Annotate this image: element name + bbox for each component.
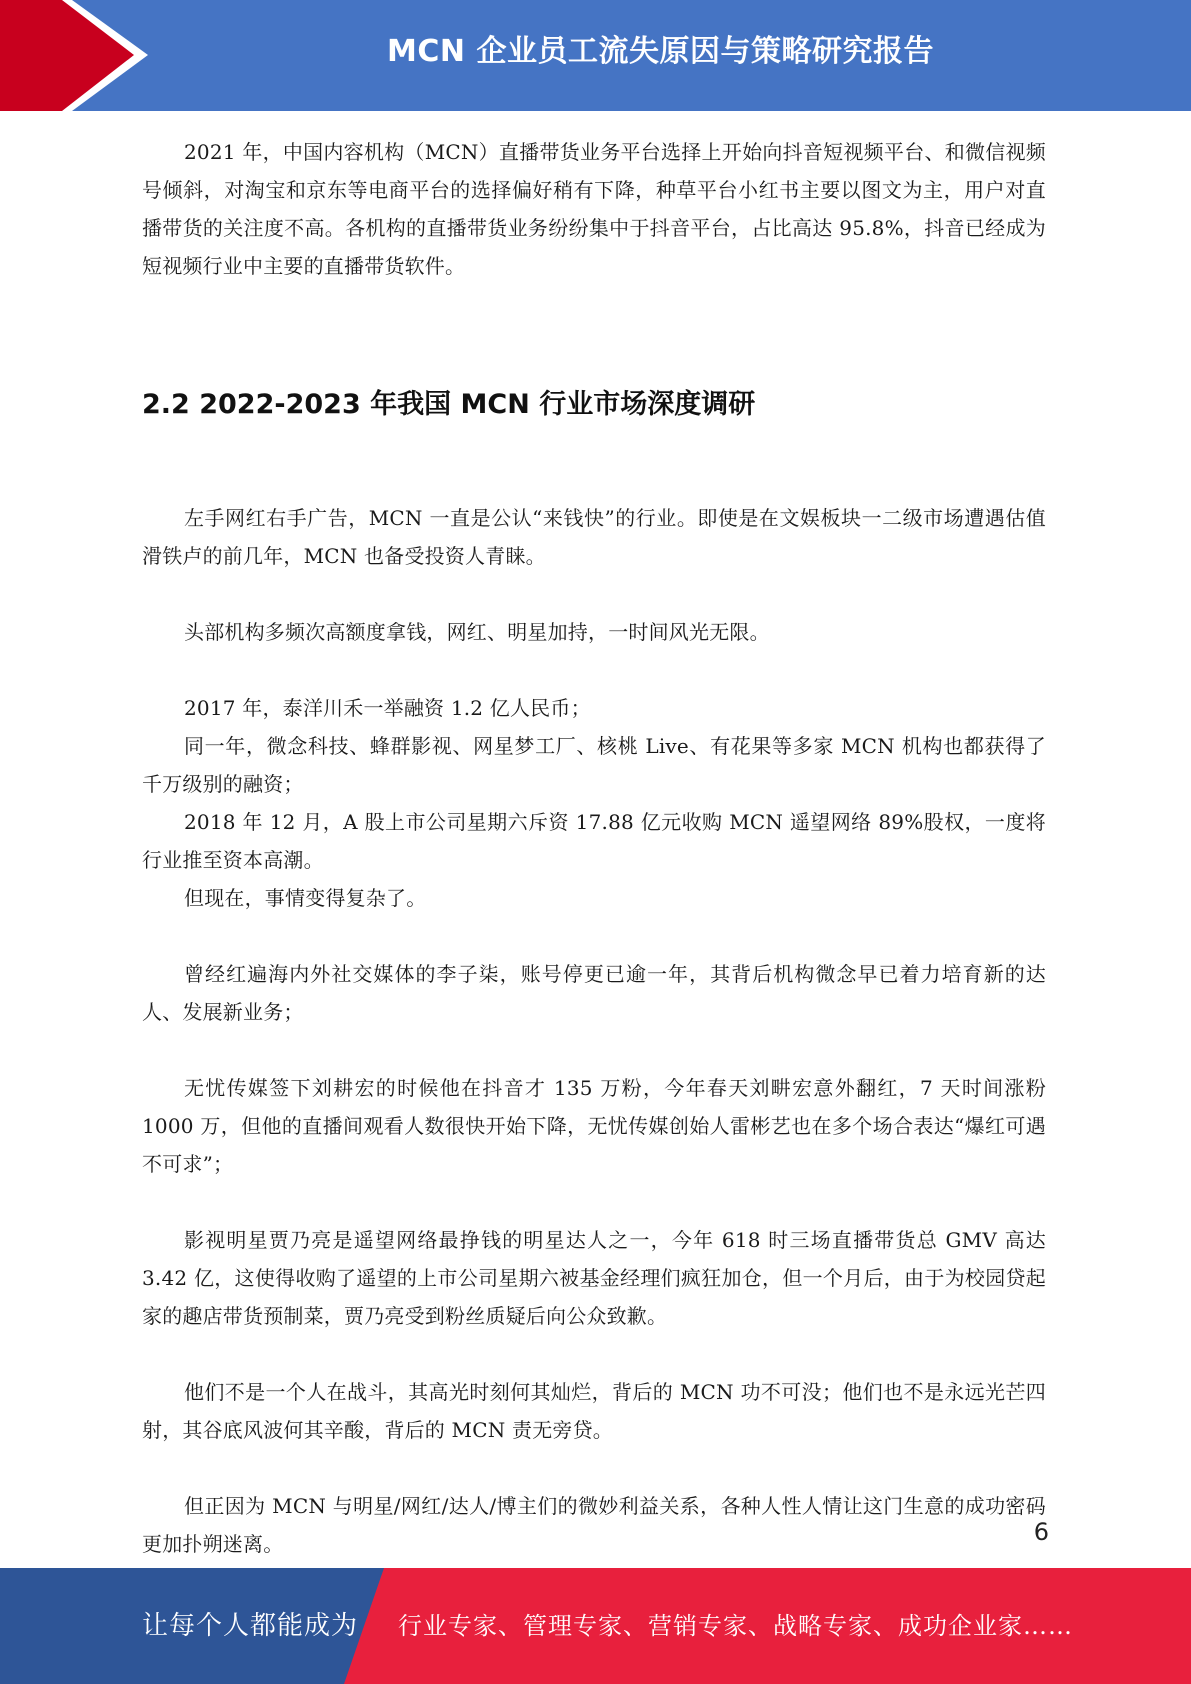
paragraph: 曾经红遍海内外社交媒体的李子柒，账号停更已逾一年，其背后机构微念早已着力培育新的达人、发展新业务； bbox=[142, 962, 1046, 1024]
paragraph: 同一年，微念科技、蜂群影视、网星梦工厂、核桃 Live、有花果等多家 MCN 机构也都获得了千万级别的融资； bbox=[142, 734, 1046, 796]
intro-paragraph: 2021 年，中国内容机构（MCN）直播带货业务平台选择上开始向抖音短视频平台、和微信视频号倾斜，对淘宝和京东等电商平台的选择偏好稍有下降，种草平台小红书主要以图文为主，用户对直播带货的关注度不高。各机构的直播带货业务纷纷集中于抖音平台，占比高达 95.8%，抖音已经成为短视频行业中主要的直播带货软件。 bbox=[142, 140, 1046, 278]
page-footer bbox=[0, 1568, 1191, 1684]
page-content bbox=[142, 133, 1046, 1563]
spacer bbox=[142, 285, 1046, 361]
footer-slogan-right: 行业专家、管理专家、营销专家、战略专家、成功企业家…… bbox=[398, 1612, 1073, 1640]
spacer bbox=[142, 1031, 1046, 1069]
report-title: MCN 企业员工流失原因与策略研究报告 bbox=[387, 34, 934, 69]
paragraph: 2017 年，泰洋川禾一举融资 1.2 亿人民币； bbox=[184, 696, 591, 720]
header-red-chevron bbox=[0, 0, 160, 111]
spacer bbox=[142, 425, 1046, 499]
paragraph: 但正因为 MCN 与明星/网红/达人/博主们的微妙利益关系，各种人性人情让这门生意的成功密码更加扑朔迷离。 bbox=[142, 1494, 1046, 1556]
paragraph: 但现在，事情变得复杂了。 bbox=[184, 886, 427, 910]
page-header bbox=[0, 0, 1191, 111]
paragraph: 他们不是一个人在战斗，其高光时刻何其灿烂，背后的 MCN 功不可没；他们也不是永远光芒四射，其谷底风波何其辛酸，背后的 MCN 责无旁贷。 bbox=[142, 1380, 1046, 1442]
paragraph: 2018 年 12 月，A 股上市公司星期六斥资 17.88 亿元收购 MCN 遥望网络 89%股权，一度将行业推至资本高潮。 bbox=[142, 810, 1046, 872]
footer-slogan-left: 让每个人都能成为 bbox=[142, 1611, 359, 1641]
paragraph: 影视明星贾乃亮是遥望网络最挣钱的明星达人之一，今年 618 时三场直播带货总 GMV 高达 3.42 亿，这使得收购了遥望的上市公司星期六被基金经理们疯狂加仓，但一个月后，由于为校园贷起家的趣店带货预制菜，贾乃亮受到粉丝质疑后向公众致歉。 bbox=[142, 1228, 1046, 1328]
spacer bbox=[142, 917, 1046, 955]
spacer bbox=[142, 651, 1046, 689]
spacer bbox=[142, 1183, 1046, 1221]
page-number: 6 bbox=[1033, 1518, 1049, 1546]
spacer bbox=[142, 575, 1046, 613]
spacer bbox=[142, 1335, 1046, 1373]
paragraph: 左手网红右手广告，MCN 一直是公认“来钱快”的行业。即使是在文娱板块一二级市场遭遇估值滑铁卢的前几年，MCN 也备受投资人青睐。 bbox=[142, 506, 1046, 568]
spacer bbox=[142, 1449, 1046, 1487]
paragraph: 头部机构多频次高额度拿钱，网红、明星加持，一时间风光无限。 bbox=[184, 620, 770, 644]
paragraph: 无忧传媒签下刘耕宏的时候他在抖音才 135 万粉，今年春天刘畊宏意外翻红，7 天时间涨粉 1000 万，但他的直播间观看人数很快开始下降，无忧传媒创始人雷彬艺也在多个场合表达“爆红可遇不可求”； bbox=[142, 1076, 1046, 1176]
spacer bbox=[142, 361, 1046, 385]
section-heading: 2.2 2022-2023 年我国 MCN 行业市场深度调研 bbox=[142, 389, 756, 420]
